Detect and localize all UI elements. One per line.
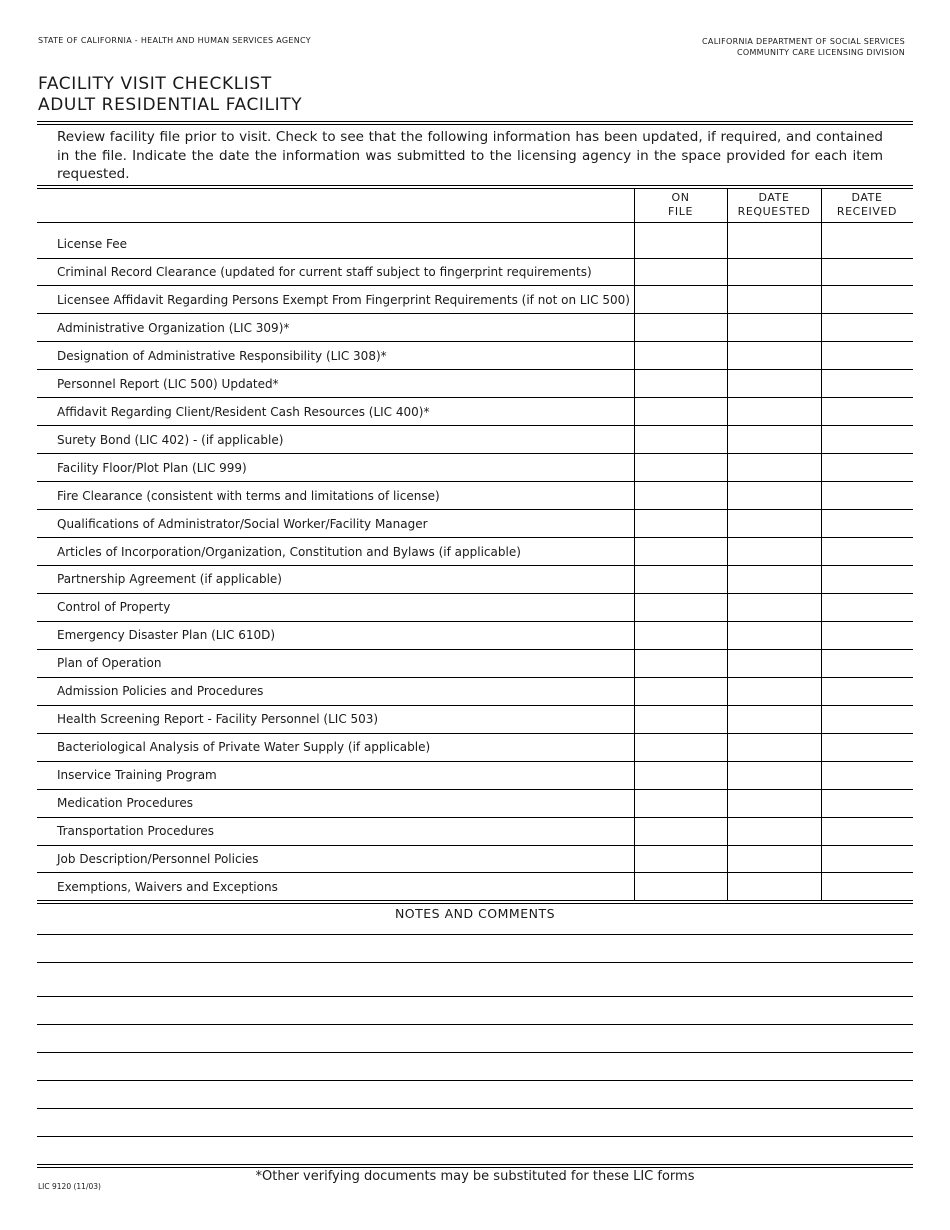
on-file-box[interactable] (634, 705, 727, 733)
on-file-box[interactable] (634, 426, 727, 454)
on-file-box[interactable] (634, 454, 727, 482)
date-received-field[interactable] (821, 223, 913, 258)
date-received-field[interactable] (821, 733, 913, 761)
column-divider (634, 189, 635, 223)
date-received-field[interactable] (821, 621, 913, 649)
date-requested-field[interactable] (727, 593, 821, 621)
date-received-field[interactable] (821, 370, 913, 398)
checklist-row (37, 510, 913, 538)
date-received-field[interactable] (821, 286, 913, 314)
checklist-row (37, 565, 913, 593)
column-divider (821, 189, 822, 223)
checklist-row (37, 649, 913, 677)
on-file-box[interactable] (634, 286, 727, 314)
date-received-field[interactable] (821, 482, 913, 510)
date-received-field[interactable] (821, 873, 913, 901)
department-line: CALIFORNIA DEPARTMENT OF SOCIAL SERVICES (702, 37, 905, 46)
notes-line[interactable] (37, 1108, 913, 1109)
date-received-field[interactable] (821, 426, 913, 454)
divider (37, 185, 913, 186)
notes-line[interactable] (37, 934, 913, 935)
date-requested-field[interactable] (727, 370, 821, 398)
on-file-box[interactable] (634, 789, 727, 817)
checklist-row (37, 817, 913, 845)
checklist-row (37, 454, 913, 482)
checklist-row (37, 482, 913, 510)
form-title-line2: ADULT RESIDENTIAL FACILITY (38, 95, 303, 115)
date-requested-field[interactable] (727, 761, 821, 789)
checklist-row (37, 538, 913, 566)
notes-line[interactable] (37, 1024, 913, 1025)
checklist-item-label: License Fee (37, 223, 634, 258)
date-requested-field[interactable] (727, 538, 821, 566)
checklist-item-label: Designation of Administrative Responsibility (LIC 308)* (37, 342, 634, 370)
checklist-item-label: Qualifications of Administrator/Social Worker/Facility Manager (37, 510, 634, 538)
checklist-row (37, 342, 913, 370)
date-requested-field[interactable] (727, 223, 821, 258)
date-requested-field[interactable] (727, 733, 821, 761)
checklist-row (37, 258, 913, 286)
date-received-field[interactable] (821, 342, 913, 370)
date-requested-field[interactable] (727, 789, 821, 817)
date-requested-field[interactable] (727, 565, 821, 593)
checklist-row (37, 426, 913, 454)
checklist-item-label: Facility Floor/Plot Plan (LIC 999) (37, 454, 634, 482)
checklist-table (37, 223, 913, 901)
column-header-line: DATE (758, 191, 790, 204)
on-file-box[interactable] (634, 649, 727, 677)
date-received-field[interactable] (821, 705, 913, 733)
date-received-field[interactable] (821, 761, 913, 789)
divider (37, 121, 913, 122)
form-title (38, 74, 302, 116)
date-received-field[interactable] (821, 789, 913, 817)
date-requested-field[interactable] (727, 454, 821, 482)
date-received-field[interactable] (821, 510, 913, 538)
on-file-box[interactable] (634, 482, 727, 510)
on-file-box[interactable] (634, 873, 727, 901)
date-requested-field[interactable] (727, 621, 821, 649)
date-requested-field[interactable] (727, 258, 821, 286)
checklist-item-label: Health Screening Report - Facility Personnel (LIC 503) (37, 705, 634, 733)
checklist-row (37, 761, 913, 789)
date-requested-field[interactable] (727, 873, 821, 901)
date-requested-field[interactable] (727, 398, 821, 426)
checklist-item-label: Affidavit Regarding Client/Resident Cash Resources (LIC 400)* (37, 398, 634, 426)
checklist-row (37, 705, 913, 733)
checklist-item-label: Fire Clearance (consistent with terms and limitations of license) (37, 482, 634, 510)
notes-line[interactable] (37, 996, 913, 997)
instructions-text: Review facility file prior to visit. Check to see that the following information has been updated, if required, and contained in the file. Indicate the date the information was submitted to the licensing agency in the space provided for each item requested. (57, 129, 883, 182)
date-received-field[interactable] (821, 454, 913, 482)
checklist-item-label: Licensee Affidavit Regarding Persons Exempt From Fingerprint Requirements (if not on LIC 500) (37, 286, 634, 314)
on-file-box[interactable] (634, 314, 727, 342)
checklist-row (37, 223, 913, 258)
division-line: COMMUNITY CARE LICENSING DIVISION (737, 48, 905, 57)
checklist-row (37, 733, 913, 761)
column-header-line: FILE (667, 205, 694, 218)
form-title-line1: FACILITY VISIT CHECKLIST (38, 74, 272, 94)
on-file-box[interactable] (634, 258, 727, 286)
on-file-box[interactable] (634, 342, 727, 370)
date-requested-field[interactable] (727, 286, 821, 314)
date-requested-field[interactable] (727, 649, 821, 677)
date-received-field[interactable] (821, 538, 913, 566)
checklist-item-label: Emergency Disaster Plan (LIC 610D) (37, 621, 634, 649)
on-file-box[interactable] (634, 593, 727, 621)
divider (37, 903, 913, 904)
divider (37, 124, 913, 125)
date-received-field[interactable] (821, 817, 913, 845)
column-header-on-file (634, 190, 727, 223)
notes-line[interactable] (37, 962, 913, 963)
checklist-item-label: Transportation Procedures (37, 817, 634, 845)
column-header-line: RECEIVED (836, 205, 898, 218)
divider (37, 188, 913, 189)
date-requested-field[interactable] (727, 845, 821, 873)
on-file-box[interactable] (634, 565, 727, 593)
checklist-item-label: Exemptions, Waivers and Exceptions (37, 873, 634, 901)
checklist-item-label: Articles of Incorporation/Organization, Constitution and Bylaws (if applicable) (37, 538, 634, 566)
notes-title: NOTES AND COMMENTS (394, 906, 556, 921)
on-file-box[interactable] (634, 761, 727, 789)
checklist-item-label: Personnel Report (LIC 500) Updated* (37, 370, 634, 398)
date-received-field[interactable] (821, 398, 913, 426)
checklist-item-label: Partnership Agreement (if applicable) (37, 565, 634, 593)
department-name (702, 36, 905, 58)
checklist-row (37, 370, 913, 398)
checklist-item-label: Admission Policies and Procedures (37, 677, 634, 705)
notes-line[interactable] (37, 1080, 913, 1081)
on-file-box[interactable] (634, 677, 727, 705)
checklist-item-label: Administrative Organization (LIC 309)* (37, 314, 634, 342)
form-id: LIC 9120 (11/03) (38, 1182, 101, 1191)
date-received-field[interactable] (821, 845, 913, 873)
on-file-box[interactable] (634, 510, 727, 538)
checklist-row (37, 286, 913, 314)
column-header-line: ON (671, 191, 690, 204)
checklist-row (37, 593, 913, 621)
checklist-row (37, 845, 913, 873)
date-requested-field[interactable] (727, 342, 821, 370)
on-file-box[interactable] (634, 621, 727, 649)
on-file-box[interactable] (634, 817, 727, 845)
date-requested-field[interactable] (727, 705, 821, 733)
checklist-row (37, 314, 913, 342)
checklist-item-label: Medication Procedures (37, 789, 634, 817)
date-requested-field[interactable] (727, 677, 821, 705)
date-requested-field[interactable] (727, 817, 821, 845)
notes-line[interactable] (37, 1052, 913, 1053)
date-requested-field[interactable] (727, 314, 821, 342)
checklist-item-label: Bacteriological Analysis of Private Water Supply (if applicable) (37, 733, 634, 761)
date-requested-field[interactable] (727, 482, 821, 510)
on-file-box[interactable] (634, 845, 727, 873)
checklist-row (37, 621, 913, 649)
date-received-field[interactable] (821, 649, 913, 677)
footnote: *Other verifying documents may be substituted for these LIC forms (255, 1169, 695, 1184)
on-file-box[interactable] (634, 733, 727, 761)
column-header-line: DATE (851, 191, 883, 204)
checklist-item-label: Inservice Training Program (37, 761, 634, 789)
date-received-field[interactable] (821, 258, 913, 286)
divider (37, 1167, 913, 1168)
column-header-date-received (821, 190, 913, 223)
checklist-row (37, 677, 913, 705)
checklist-row (37, 398, 913, 426)
agency-name: STATE OF CALIFORNIA - HEALTH AND HUMAN SERVICES AGENCY (38, 36, 311, 45)
column-header-date-requested (727, 190, 821, 223)
date-received-field[interactable] (821, 314, 913, 342)
on-file-box[interactable] (634, 538, 727, 566)
checklist-row (37, 873, 913, 901)
column-divider (727, 189, 728, 223)
checklist-item-label: Plan of Operation (37, 649, 634, 677)
checklist-item-label: Control of Property (37, 593, 634, 621)
checklist-item-label: Job Description/Personnel Policies (37, 845, 634, 873)
column-header-line: REQUESTED (737, 205, 811, 218)
checklist-item-label: Criminal Record Clearance (updated for current staff subject to fingerprint requirements) (37, 258, 634, 286)
checklist-item-label: Surety Bond (LIC 402) - (if applicable) (37, 426, 634, 454)
date-requested-field[interactable] (727, 510, 821, 538)
date-requested-field[interactable] (727, 426, 821, 454)
on-file-box[interactable] (634, 398, 727, 426)
on-file-box[interactable] (634, 370, 727, 398)
date-received-field[interactable] (821, 593, 913, 621)
notes-line[interactable] (37, 1136, 913, 1137)
checklist-row (37, 789, 913, 817)
on-file-box[interactable] (634, 223, 727, 258)
date-received-field[interactable] (821, 565, 913, 593)
date-received-field[interactable] (821, 677, 913, 705)
divider (37, 1164, 913, 1165)
